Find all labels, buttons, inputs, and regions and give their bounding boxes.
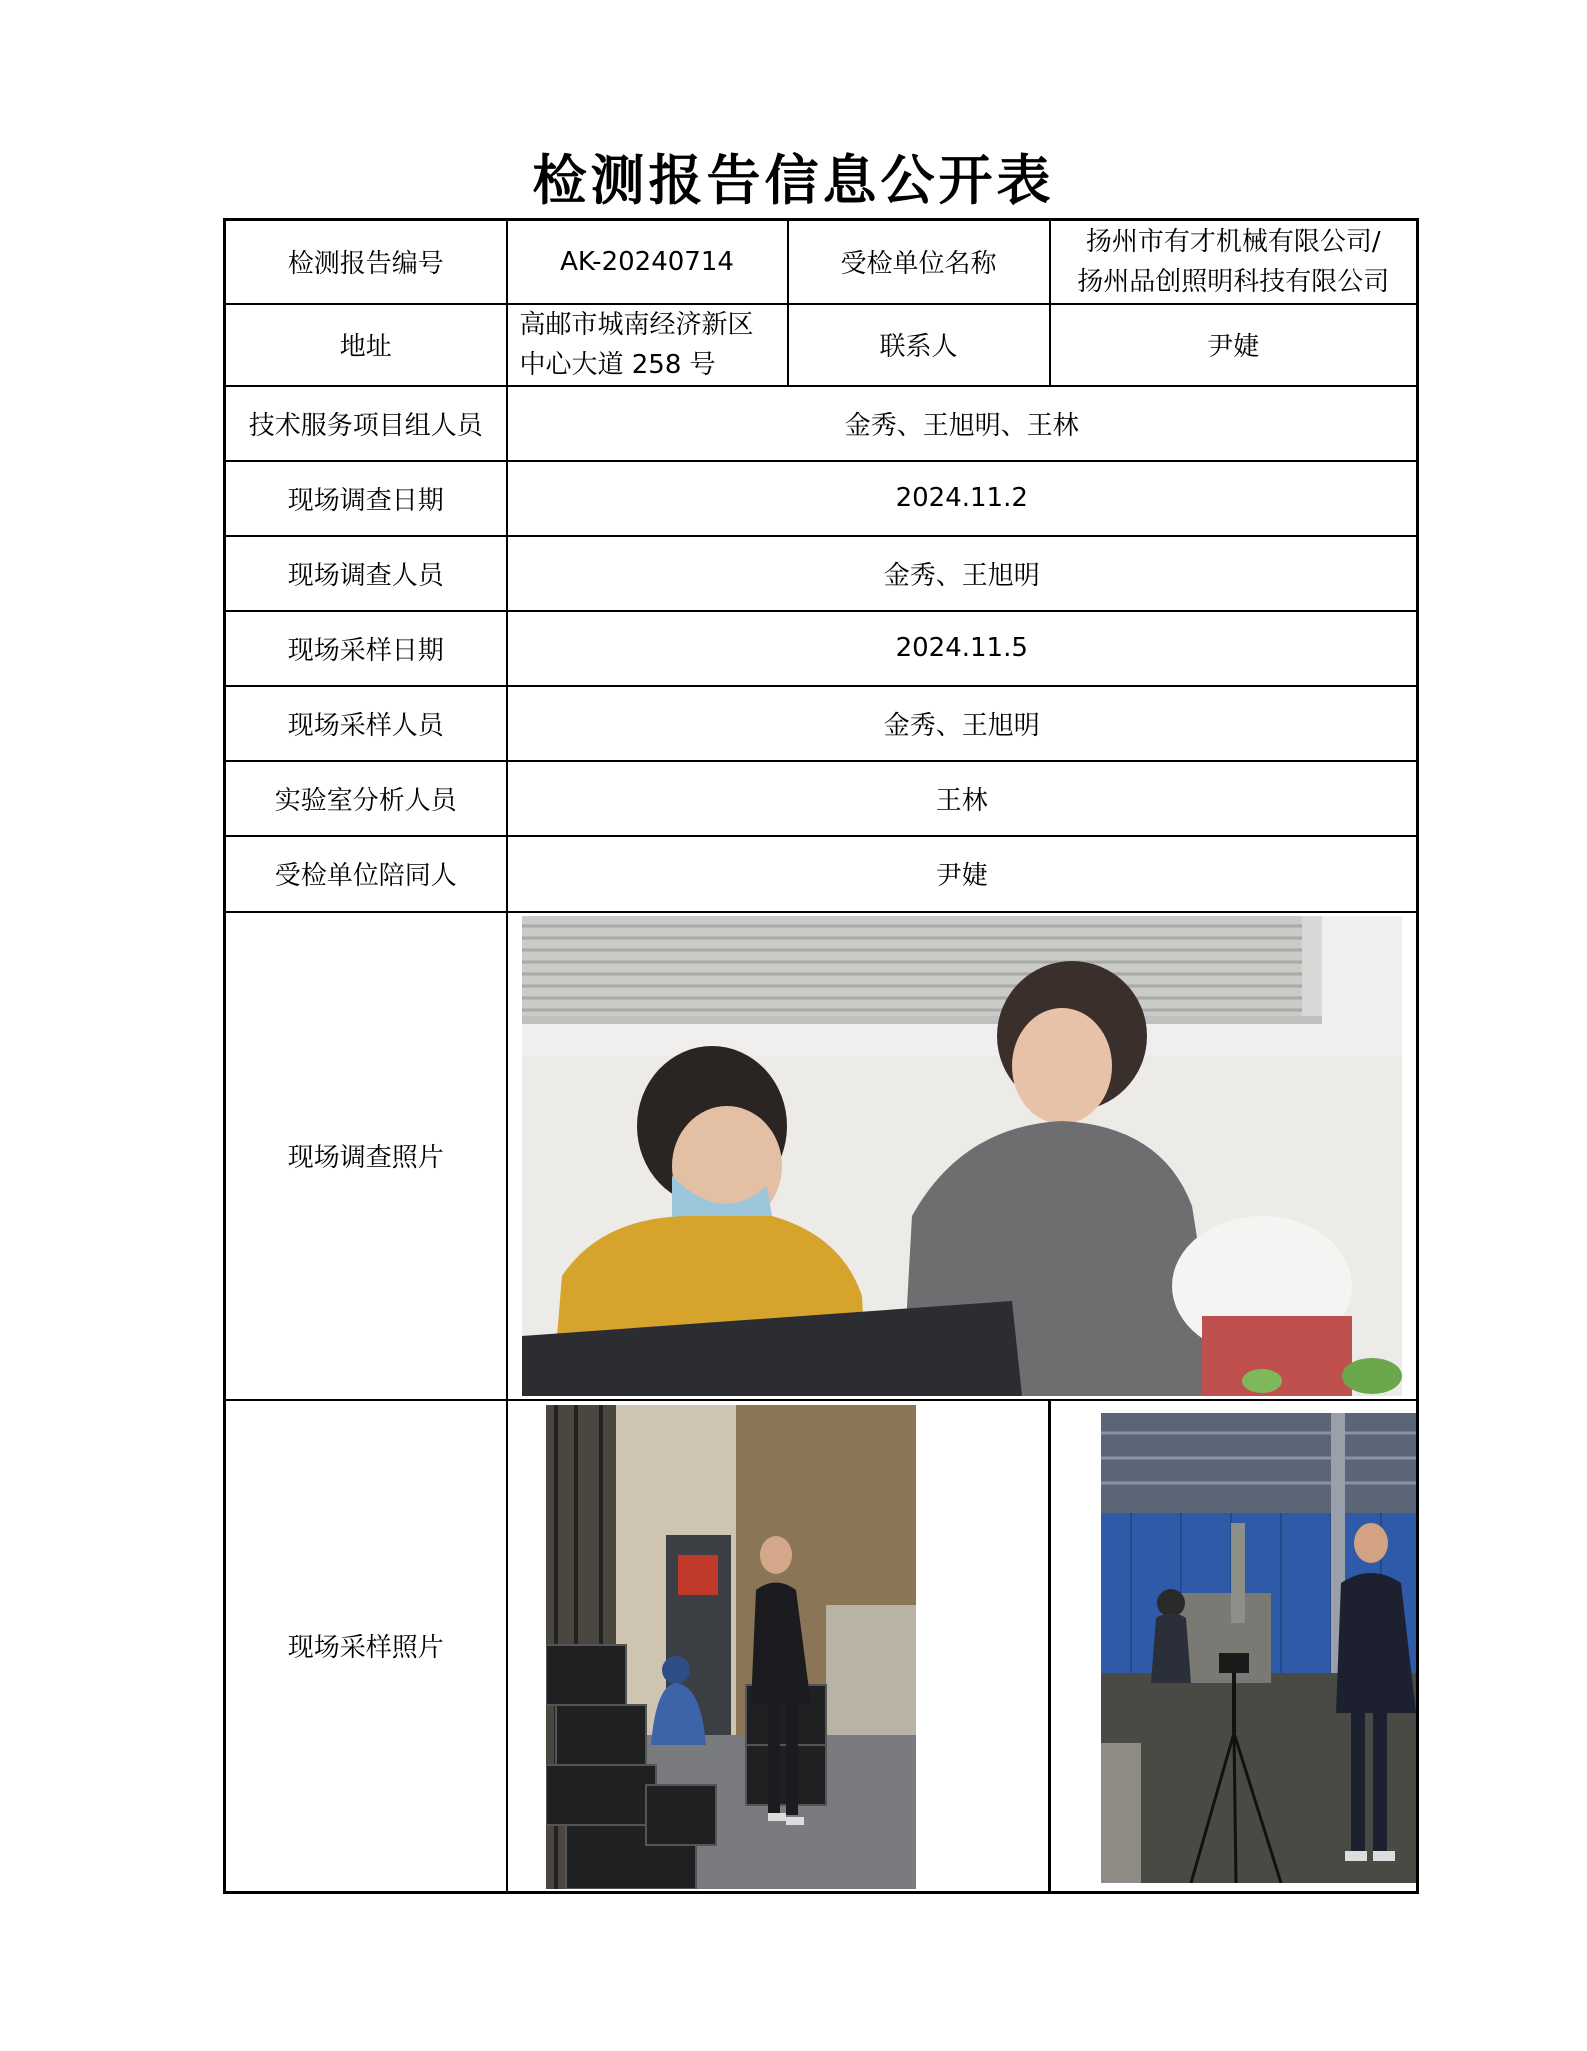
- report-no-value: AK-20240714: [507, 220, 788, 304]
- row-label: 受检单位陪同人: [225, 836, 507, 912]
- unit-name-line2: 扬州品创照明科技有限公司: [1077, 266, 1390, 297]
- unit-name-label: 受检单位名称: [788, 220, 1050, 304]
- table-row: [225, 912, 1418, 1400]
- address-label: 地址: [225, 304, 507, 386]
- contact-label: 联系人: [788, 304, 1050, 386]
- info-table: [223, 218, 1419, 1894]
- table-row: [225, 761, 1418, 836]
- row-label: 现场采样日期: [225, 611, 507, 686]
- survey-photo-cell: [507, 912, 1418, 1400]
- sampling-photo-cell-1: [507, 1400, 1050, 1893]
- survey-photo-label: 现场调查照片: [225, 912, 507, 1400]
- sampling-photo-2: [1101, 1413, 1418, 1883]
- table-row: [225, 536, 1418, 611]
- row-label: 现场采样人员: [225, 686, 507, 761]
- sampling-photo-2-image: [1101, 1413, 1418, 1883]
- table-row: [225, 386, 1418, 461]
- survey-photo-image: [522, 916, 1402, 1396]
- table-row: [225, 220, 1418, 304]
- row-value: 金秀、王旭明: [507, 686, 1418, 761]
- sampling-photo-cell-2: [1050, 1400, 1418, 1893]
- table-row: [225, 461, 1418, 536]
- row-value: 尹婕: [507, 836, 1418, 912]
- contact-value: 尹婕: [1050, 304, 1418, 386]
- table-row: [225, 611, 1418, 686]
- unit-name-value: [1050, 220, 1418, 304]
- survey-photo: [522, 916, 1402, 1396]
- table-row: [225, 1400, 1418, 1893]
- row-value: 2024.11.5: [507, 611, 1418, 686]
- table-row: [225, 686, 1418, 761]
- table-row: [225, 836, 1418, 912]
- row-label: 现场调查日期: [225, 461, 507, 536]
- row-value: 金秀、王旭明: [507, 536, 1418, 611]
- page-title: 检测报告信息公开表: [532, 149, 1055, 212]
- row-value: 2024.11.2: [507, 461, 1418, 536]
- report-no-label: 检测报告编号: [225, 220, 507, 304]
- sampling-photo-1: [546, 1405, 916, 1889]
- sampling-photo-label: 现场采样照片: [225, 1400, 507, 1893]
- table-row: [225, 304, 1418, 386]
- sampling-photo-1-image: [546, 1405, 916, 1889]
- unit-name-line1: 扬州市有才机械有限公司/: [1085, 226, 1381, 257]
- row-label: 实验室分析人员: [225, 761, 507, 836]
- address-value: [507, 304, 788, 386]
- row-value: 王林: [507, 761, 1418, 836]
- address-line2: 中心大道 258 号: [519, 349, 716, 380]
- row-label: 现场调查人员: [225, 536, 507, 611]
- row-label: 技术服务项目组人员: [225, 386, 507, 461]
- address-line1: 高邮市城南经济新区: [519, 309, 754, 340]
- row-value: 金秀、王旭明、王林: [507, 386, 1418, 461]
